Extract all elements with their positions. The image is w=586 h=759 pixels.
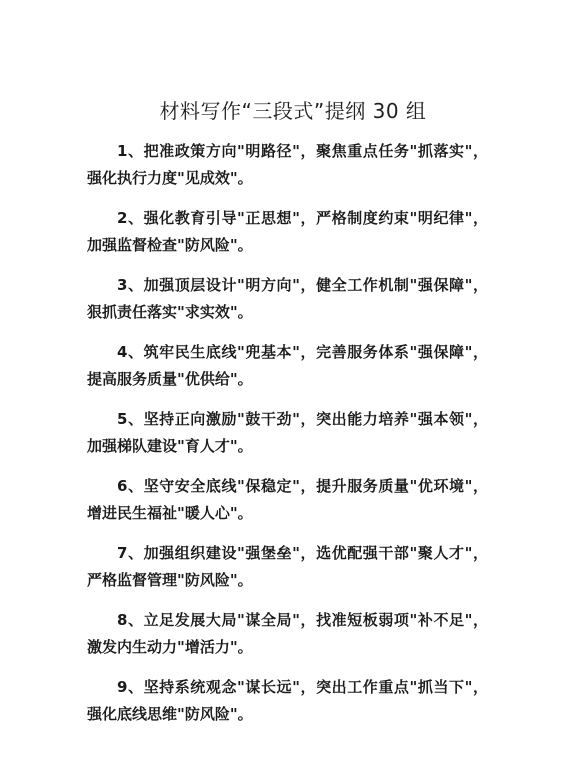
outline-item: 9、坚持系统观念"谋长远"，突出工作重点"抓当下"，强化底线思维"防风险"。 (87, 678, 488, 723)
outline-item: 7、加强组织建设"强堡垒"，选优配强干部"聚人才"，严格监督管理"防风险"。 (87, 544, 488, 589)
outline-item: 3、加强顶层设计"明方向"，健全工作机制"强保障"，狠抓责任落实"求实效"。 (87, 276, 488, 321)
document-title: 材料写作“三段式”提纲 30 组 (159, 99, 427, 123)
outline-item: 1、把准政策方向"明路径"，聚焦重点任务"抓落实"，强化执行力度"见成效"。 (87, 142, 488, 187)
outline-list (87, 138, 488, 741)
outline-item: 8、立足发展大局"谋全局"，找准短板弱项"补不足"，激发内生动力"增活力"。 (87, 611, 488, 656)
outline-item: 6、坚守安全底线"保稳定"，提升服务质量"优环境"，增进民生福祉"暖人心"。 (87, 477, 488, 522)
outline-item: 5、坚持正向激励"鼓干劲"，突出能力培养"强本领"，加强梯队建设"育人才"。 (87, 410, 488, 455)
outline-item: 2、强化教育引导"正思想"，严格制度约束"明纪律"，加强监督检查"防风险"。 (87, 209, 488, 254)
outline-item: 4、筑牢民生底线"兜基本"，完善服务体系"强保障"，提高服务质量"优供给"。 (87, 343, 488, 388)
